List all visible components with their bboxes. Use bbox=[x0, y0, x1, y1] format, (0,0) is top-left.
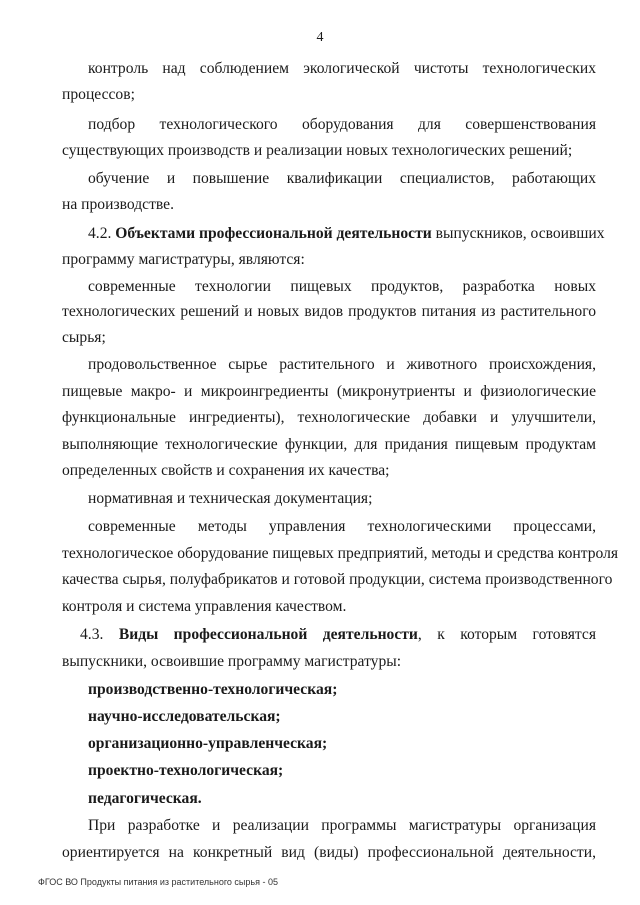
text-line: процессов; bbox=[62, 86, 135, 103]
section-term: Объектами профессиональной деятельности bbox=[115, 225, 432, 242]
text-line: нормативная и техническая документация; bbox=[88, 490, 373, 507]
text-line: качества сырья, полуфабрикатов и готовой продукции, система производственного bbox=[62, 571, 613, 588]
text-line: на производстве. bbox=[62, 196, 174, 213]
text-line: современные технологии пищевых продуктов, разработка новых bbox=[88, 278, 596, 295]
section-number: 4.2. bbox=[88, 225, 116, 242]
section-number: 4.3. bbox=[80, 626, 119, 643]
text-line: сырья; bbox=[62, 329, 106, 346]
text-line: определенных свойств и сохранения их качества; bbox=[62, 462, 390, 479]
text-line: контроль над соблюдением экологической чистоты технологических bbox=[88, 60, 596, 77]
page-footer: ФГОС ВО Продукты питания из растительного сырья - 05 bbox=[38, 877, 278, 887]
activity-type-item: организационно-управленческая; bbox=[88, 735, 328, 752]
page-number: 4 bbox=[316, 30, 324, 45]
activity-type-item: производственно-технологическая; bbox=[88, 681, 338, 698]
text-line: современные методы управления технологическими процессами, bbox=[88, 518, 596, 535]
text-line: выполняющие технологические функции, для придания пищевым продуктам bbox=[62, 436, 596, 453]
text-line: выпускники, освоившие программу магистратуры: bbox=[62, 653, 402, 670]
text-line: программу магистратуры, являются: bbox=[62, 251, 305, 268]
text-fragment: выпускников, освоивших bbox=[431, 225, 605, 242]
text-line: контроля и система управления качеством. bbox=[62, 598, 347, 615]
activity-type-item: научно-исследовательская; bbox=[88, 708, 281, 725]
text-line: ориентируется на конкретный вид (виды) профессиональной деятельности, bbox=[62, 844, 596, 861]
text-line: пищевые макро- и микроингредиенты (микронутриенты и физиологические bbox=[62, 383, 596, 400]
text-line: При разработке и реализации программы магистратуры организация bbox=[88, 817, 596, 834]
text-line: технологических решений и новых видов продуктов питания из растительного bbox=[62, 303, 596, 320]
text-line: функциональные ингредиенты), технологические добавки и улучшители, bbox=[62, 409, 596, 426]
text-line: обучение и повышение квалификации специалистов, работающих bbox=[88, 170, 596, 187]
text-line: подбор технологического оборудования для совершенствования bbox=[88, 116, 596, 133]
section-term: Виды профессиональной деятельности bbox=[118, 626, 418, 643]
activity-type-item: педагогическая. bbox=[88, 790, 202, 807]
text-line: технологическое оборудование пищевых предприятий, методы и средства контроля bbox=[62, 545, 619, 562]
activity-type-item: проектно-технологическая; bbox=[88, 762, 284, 779]
section-4-3-heading-line bbox=[80, 625, 596, 645]
text-line: существующих производств и реализации новых технологических решений; bbox=[62, 142, 573, 159]
text-line: продовольственное сырье растительного и животного происхождения, bbox=[88, 356, 596, 373]
section-4-2-heading-line bbox=[88, 224, 605, 244]
text-fragment: , к которым готовятся bbox=[417, 626, 596, 643]
